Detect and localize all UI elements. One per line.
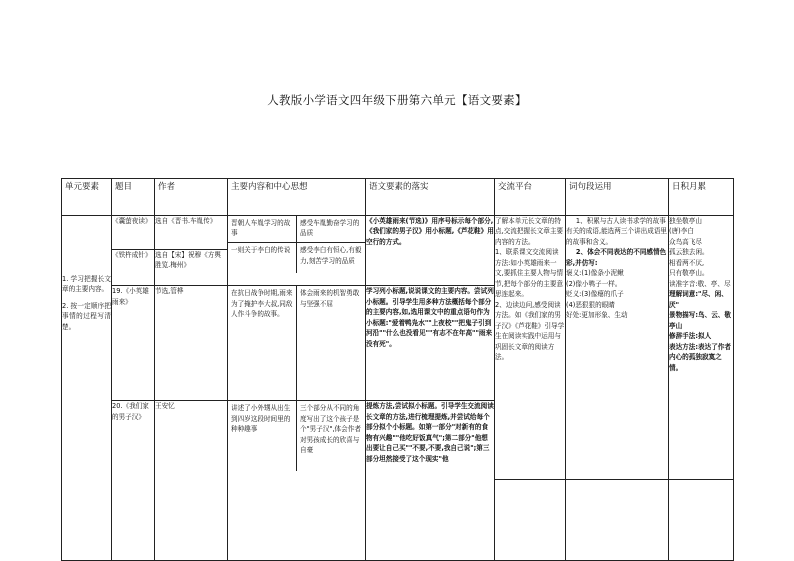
poem-line: 独坐敬亭山	[669, 216, 702, 225]
accumulation-cell	[669, 215, 734, 480]
lesson-theme: 体会雨来的机智勇敢与坚强不屈	[297, 286, 366, 400]
header-content: 主要内容和中心思想	[228, 179, 366, 216]
implementation-middle: 学习列小标题,说说课文的主要内容。尝试列小标题。引导学生用多种方法概括每个部分的主要内容,如,选用课文中的重点语句作为小标题:"爱着鸭凫水""上夜校""把鬼子引到河沿""什么也没看见""有志不在年高""雨来没有死"。	[366, 286, 495, 401]
header-unit: 单元要素	[62, 179, 112, 216]
lesson-content: 一则关于李白的传说	[231, 246, 291, 255]
words-effect: 好处:更加形象、生动	[566, 311, 628, 320]
words-p1: 1、积累与古人读书求学的故事有关的成语,能选两三个讲出成语里的故事和含义。	[566, 216, 668, 246]
words-empty	[566, 480, 669, 561]
lesson-theme: 感受车胤勤奋学习的品质	[297, 216, 366, 243]
words-cell	[566, 215, 669, 480]
implementation-top: 《小英雄雨来(节选)》用序号标示每个部分,《我们家的男子汉》用小标题,《芦花鞋》用空行的方式。	[366, 215, 495, 286]
accumulation-pronunciation: 读准字音:敬、亭、尽	[669, 279, 731, 288]
lesson-author: 王安忆	[155, 401, 228, 561]
lesson-author: 节选,管桦	[155, 286, 228, 401]
header-author: 作者	[155, 179, 228, 216]
unit-element-2: 2. 按一定顺序把事情的过程写清楚。	[62, 301, 111, 331]
lesson-author: 选自【宋】祝穆《方舆胜览.梅州》	[155, 249, 228, 286]
poem-line: 孤云独去闲。	[669, 248, 709, 257]
lesson-content: 在抗日战争时期,雨来为了掩护李大叔,同敌人作斗争的故事。	[231, 289, 293, 319]
header-words: 词句段运用	[566, 179, 669, 216]
header-accumulation: 日积月累	[669, 179, 734, 216]
header-exchange: 交流平台	[495, 179, 566, 216]
content-subtable	[228, 401, 365, 471]
exchange-p2: 1、联系课文交流阅读方法:如小英雄雨来一文,要抓住主要人物与情节,把每个部分的主要意思连起来。	[495, 248, 564, 299]
lesson-title: 《铁杵成针》	[112, 249, 155, 286]
accumulation-scene: 景物描写:鸟、云、敬亭山	[669, 311, 731, 330]
content-subtable	[228, 286, 365, 400]
accumulation-empty	[669, 480, 734, 561]
exchange-cell	[495, 215, 566, 480]
accumulation-meaning: 理解词意:"尽、闲、厌"	[669, 290, 728, 309]
exchange-empty	[495, 480, 566, 561]
lesson-title: 19.《小英雄雨来》	[112, 286, 155, 401]
page-title: 人教版小学语文四年级下册第六单元【语文要素】	[267, 93, 527, 107]
unit-elements-cell	[62, 215, 112, 560]
lesson-content: 讲述了小外甥从出生到四岁这段时间里的种种趣事	[231, 404, 291, 434]
lesson-title: 《囊萤夜读》	[112, 215, 155, 249]
words-item: (4)恶狠狠的眼睛	[566, 300, 615, 309]
words-item: 贬义:(3)像瘪的爪子	[566, 290, 624, 299]
exchange-p1: 了解本单元长文章的特点,交流把握长文章主要内容的方法。	[495, 216, 564, 246]
accumulation-method: 表达方法:表达了作者内心的孤独寂寞之情。	[669, 342, 731, 372]
poem-line: (唐)李白	[669, 227, 694, 236]
header-topic: 题目	[112, 179, 155, 216]
lesson-table	[61, 178, 734, 561]
lesson-title: 20.《我们家的男子汉》	[112, 401, 155, 561]
words-p2: 2、体会不同表达的不同感情色彩,并仿写:	[566, 248, 667, 267]
lesson-theme: 感受李白有恒心,有毅力,刻苦学习的品质	[297, 243, 366, 273]
lesson-theme: 三个部分从不同的角度写出了这个孩子是个"男子汉",体会作者对男孩成长的欣喜与自豪	[297, 401, 366, 471]
implementation-bottom: 提炼方法,尝试拟小标题。引导学生交流阅读长文章的方法,进行梳理提炼,并尝试给每个部分拟个小标题。如第一部分"对新有的食物有兴趣""他吃好饭真气";第二部分"他想出要让自己买""不要,不要,我自己说";第三部分坦然接受了这个现实"他	[366, 401, 495, 561]
poem-line: 只有敬亭山。	[669, 269, 709, 278]
words-item: 褒义:(1)像条小泥鳅	[566, 269, 624, 278]
poem-line: 众鸟高飞尽	[669, 237, 702, 246]
header-implementation: 语文要素的落实	[366, 179, 495, 216]
words-item: (2)像小鸭子一样。	[566, 279, 622, 288]
accumulation-rhetoric: 修辞手法:拟人	[669, 332, 712, 341]
lesson-author: 选自《晋书.车胤传》	[155, 215, 228, 249]
content-subtable	[228, 216, 365, 273]
poem-line: 相看两不厌,	[669, 258, 705, 267]
lesson-content: 晋朝人车胤学习的故事	[228, 216, 297, 243]
exchange-p3: 2、边读边问,感受阅读方法。如《我们家的男子汉》《芦花鞋》引导学生在阅读实践中运用与巩固长文章的阅读方法。	[495, 300, 565, 362]
unit-element-1: 1. 学习把握长文章的主要内容。	[62, 274, 111, 294]
